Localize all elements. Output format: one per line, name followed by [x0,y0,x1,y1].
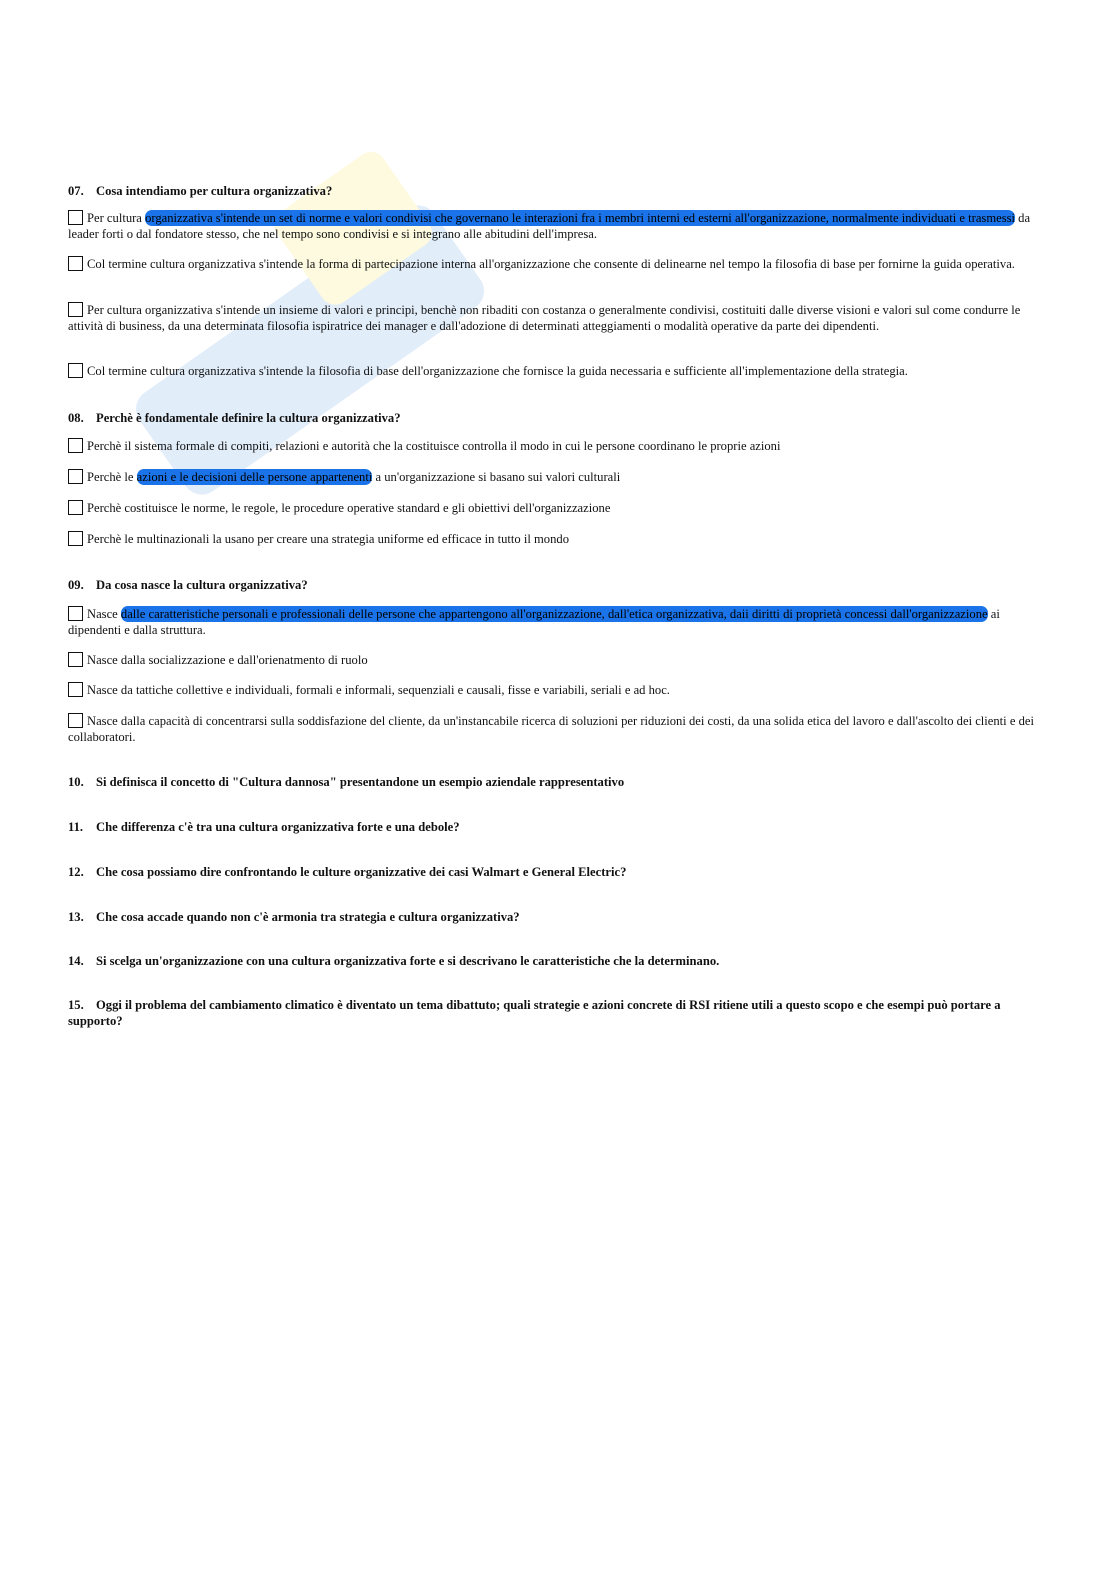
option-text-rest: ai dipendenti e dalla struttura. [68,607,1000,637]
question-number: 11. [68,820,84,834]
question-heading [68,410,1043,426]
checkbox[interactable] [68,438,83,453]
question-heading [68,953,1043,969]
checkbox[interactable] [68,652,83,667]
option-text: Per cultura [87,211,146,225]
question-number: 08. [68,411,84,425]
checkbox[interactable] [68,500,83,515]
option-text: Perchè il sistema formale di compiti, relazioni e autorità che la costituisce controlla il modo in cui le persone coordinano le proprie azioni [87,439,781,453]
answer-option [68,682,1043,698]
question-number: 13. [68,910,84,924]
checkbox[interactable] [68,302,83,317]
option-text: Nasce dalla capacità di concentrarsi sulla soddisfazione del cliente, da un'instancabile ricerca di soluzioni per riduzioni dei costi, da una solida etica del lavoro e dall'ascolto dei clienti e dei collaboratori. [68,714,1034,744]
answer-option [68,302,1043,334]
option-text: Nasce da tattiche collettive e individuali, formali e informali, sequenziali e causali, fisse e variabili, seriali e ad hoc. [87,683,670,697]
question-number: 12. [68,865,84,879]
highlighted-text: organizzativa s'intende un set di norme e valori condivisi che governano le interazioni fra i membri interni ed esterni all'organizzazione, normalmente individuati e trasmessi [145,211,1016,225]
option-text-rest: a un'organizzazione si basano sui valori culturali [372,470,621,484]
highlighted-text: azioni e le decisioni delle persone appartenenti [136,470,373,484]
answer-option [68,256,1043,272]
option-text: Col termine cultura organizzativa s'intende la filosofia di base dell'organizzazione che fornisce la guida necessaria e sufficiente all'implementazione della strategia. [87,364,908,378]
question-heading [68,997,1043,1029]
question-heading [68,819,1043,835]
answer-option [68,210,1043,242]
question-heading [68,577,1043,593]
checkbox[interactable] [68,531,83,546]
checkbox[interactable] [68,713,83,728]
question-heading [68,909,1043,925]
highlighted-text: dalle caratteristiche personali e professionali delle persone che appartengono all'organizzazione, dall'etica organizzativa, daii diritti di proprietà concessi dall'organizzazione [120,607,988,621]
answer-option [68,438,1043,454]
option-text: Perchè costituisce le norme, le regole, le procedure operative standard e gli obiettivi dell'organizzazione [87,501,611,515]
question-heading [68,183,1043,199]
answer-option [68,363,1043,379]
question-number: 15. [68,998,84,1012]
question-number: 14. [68,954,84,968]
question-text: Che differenza c'è tra una cultura organizzativa forte e una debole? [96,820,460,834]
question-text: Si scelga un'organizzazione con una cultura organizzativa forte e si descrivano le caratteristiche che la determinano. [96,954,720,968]
option-text: Perchè le multinazionali la usano per creare una strategia uniforme ed efficace in tutto il mondo [87,532,569,546]
option-text: Perchè le [87,470,137,484]
question-heading [68,864,1043,880]
question-number: 09. [68,578,84,592]
answer-option [68,469,1043,485]
option-text: Nasce [87,607,121,621]
question-text: Che cosa accade quando non c'è armonia tra strategia e cultura organizzativa? [96,910,520,924]
checkbox[interactable] [68,469,83,484]
option-text-rest: da leader forti o dal fondatore stesso, che nel tempo sono condivisi e si integrano alle abitudini dell'impresa. [68,211,1031,241]
question-number: 07. [68,184,84,198]
question-text: Che cosa possiamo dire confrontando le culture organizzative dei casi Walmart e General Electric? [96,865,627,879]
checkbox[interactable] [68,210,83,225]
answer-option [68,531,1043,547]
question-number: 10. [68,775,84,789]
checkbox[interactable] [68,606,83,621]
answer-option [68,713,1043,745]
question-text: Oggi il problema del cambiamento climatico è diventato un tema dibattuto; quali strategie e azioni concrete di RSI ritiene utili a questo scopo e che esempi può portare a supporto? [68,998,1001,1028]
option-text: Nasce dalla socializzazione e dall'orienatmento di ruolo [87,653,368,667]
question-text: Da cosa nasce la cultura organizzativa? [96,578,308,592]
question-text: Si definisca il concetto di "Cultura dannosa" presentandone un esempio aziendale rappresentativo [96,775,625,789]
question-text: Perchè è fondamentale definire la cultura organizzativa? [96,411,401,425]
option-text: Per cultura organizzativa s'intende un insieme di valori e principi, benchè non ribaditi con costanza o generalmente condivisi, costituiti dalle diverse visioni e valori sul come condurre le attività di business, da una determinata filosofia ispiratrice dei manager e dall'adozione di determinati atteggiamenti o modalità operative da parte dei dipendenti. [68,303,1021,333]
checkbox[interactable] [68,363,83,378]
question-heading [68,774,1043,790]
checkbox[interactable] [68,682,83,697]
question-text: Cosa intendiamo per cultura organizzativa? [96,184,333,198]
option-text: Col termine cultura organizzativa s'intende la forma di partecipazione interna all'organizzazione che consente di delinearne nel tempo la filosofia di base per fornirne la guida operativa. [87,257,1015,271]
answer-option [68,500,1043,516]
answer-option [68,652,1043,668]
answer-option [68,606,1043,638]
checkbox[interactable] [68,256,83,271]
